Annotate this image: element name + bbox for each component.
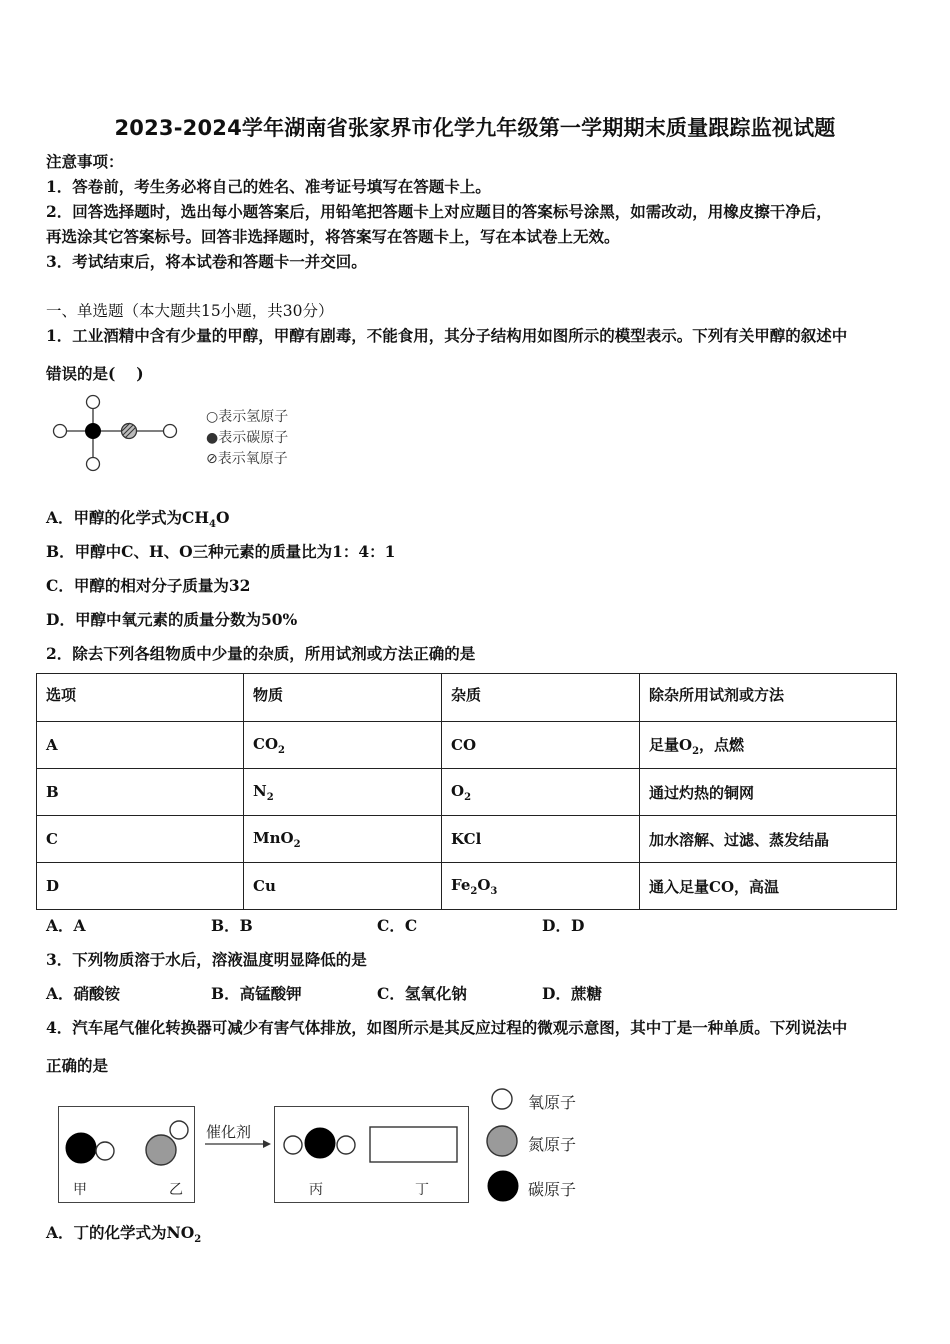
section-heading: 一、单选题（本大题共15小题，共30分） [46, 302, 334, 320]
table-header-row [37, 674, 897, 722]
legend-nitrogen: 氮原子 [528, 1135, 577, 1154]
oxygen-atom-icon [96, 1142, 114, 1160]
table-cell: $O_2$ [442, 769, 640, 816]
table-cell: 加水溶解、过滤、蒸发结晶 [640, 816, 897, 863]
q3-option-a[interactable]: A．硝酸铵 [46, 984, 121, 1003]
products-box [274, 1106, 469, 1203]
q4-stem-cont: 正确的是 [46, 1056, 109, 1075]
table-header: 选项 [37, 674, 244, 722]
page-title: 2023-2024学年湖南省张家界市化学九年级第一学期期末质量跟踪监视试题 [114, 116, 836, 140]
nitrogen-atom-icon [146, 1135, 176, 1165]
legend-carbon: ●表示碳原子 [206, 430, 289, 446]
table-row [37, 769, 897, 816]
q4-stem: 4．汽车尾气催化转换器可减少有害气体排放，如图所示是其反应过程的微观示意图，其中丁是一种单质。下列说法中 [46, 1018, 848, 1037]
notice-item: 2．回答选择题时，选出每小题答案后，用铅笔把答题卡上对应题目的答案标号涂黑，如需改动，用橡皮擦干净后， [46, 202, 832, 221]
hydrogen-atom-icon [164, 425, 177, 438]
q2-option-c[interactable]: C．C [377, 916, 418, 935]
q3-option-c[interactable]: C．氢氧化钠 [377, 984, 467, 1003]
table-cell: 通入足量CO，高温 [640, 863, 897, 910]
q1-stem: 1．工业酒精中含有少量的甲醇，甲醇有剧毒，不能食用，其分子结构用如图所示的模型表示。下列有关甲醇的叙述中 [46, 326, 848, 345]
q3-stem: 3．下列物质溶于水后，溶液温度明显降低的是 [46, 950, 367, 969]
table-cell: $Fe_2O_3$ [442, 863, 640, 910]
notice-item: 1．答卷前，考生务必将自己的姓名、准考证号填写在答题卡上。 [46, 177, 491, 196]
label-ding: 丁 [415, 1182, 429, 1198]
notice-item: 3．考试结束后，将本试卷和答题卡一并交回。 [46, 252, 367, 271]
oxygen-atom-icon [122, 423, 137, 439]
label-yi: 乙 [169, 1182, 183, 1198]
table-cell: $N_2$ [244, 769, 442, 816]
carbon-atom-icon [305, 1128, 335, 1158]
legend-oxygen: ⊘表示氧原子 [206, 451, 288, 467]
label-bing: 丙 [309, 1182, 323, 1198]
table-row [37, 816, 897, 863]
catalyst-label: 催化剂 [206, 1123, 252, 1141]
reaction-legend-icons [484, 1084, 524, 1204]
label-jia: 甲 [73, 1182, 87, 1198]
q1-option-a[interactable]: A．甲醇的化学式为$CH_4O$ [46, 508, 230, 531]
q1-option-b[interactable]: B．甲醇中C、H、O三种元素的质量比为1：4：1 [46, 542, 396, 561]
oxygen-atom-icon [492, 1089, 512, 1109]
legend-oxygen: 氧原子 [528, 1093, 577, 1112]
hydrogen-atom-icon [54, 425, 67, 438]
oxygen-atom-icon [337, 1136, 355, 1154]
q1-option-d[interactable]: D．甲醇中氧元素的质量分数为50% [46, 610, 298, 629]
table-row [37, 863, 897, 910]
table-cell: Cu [244, 863, 442, 910]
legend-carbon: 碳原子 [528, 1180, 577, 1199]
table-row [37, 722, 897, 769]
oxygen-atom-icon [170, 1121, 188, 1139]
q1-option-c[interactable]: C．甲醇的相对分子质量为32 [46, 576, 251, 595]
table-header: 除杂所用试剂或方法 [640, 674, 897, 722]
q4-option-a[interactable]: A．丁的化学式为$NO_2$ [46, 1223, 202, 1246]
q2-stem: 2．除去下列各组物质中少量的杂质，所用试剂或方法正确的是 [46, 644, 476, 663]
table-header: 物质 [244, 674, 442, 722]
q2-option-a[interactable]: A．A [46, 916, 86, 935]
reactants-box [58, 1106, 195, 1203]
carbon-atom-icon [86, 424, 101, 439]
q2-option-b[interactable]: B．B [211, 916, 253, 935]
oxygen-atom-icon [284, 1136, 302, 1154]
q2-option-d[interactable]: D．D [542, 916, 585, 935]
table-cell: CO [442, 722, 640, 769]
table-cell: 通过灼热的铜网 [640, 769, 897, 816]
notice-heading: 注意事项： [46, 152, 124, 171]
reaction-arrow-icon [203, 1137, 273, 1151]
nitrogen-atom-icon [487, 1126, 517, 1156]
carbon-atom-icon [488, 1171, 518, 1201]
table-cell: MnO$_2$ [244, 816, 442, 863]
legend-hydrogen: ○表示氢原子 [206, 409, 289, 425]
table-cell: B [37, 769, 244, 816]
table-cell: C [37, 816, 244, 863]
table-cell: A [37, 722, 244, 769]
q2-table [36, 673, 897, 910]
q3-option-b[interactable]: B．高锰酸钾 [211, 984, 302, 1003]
table-cell: D [37, 863, 244, 910]
table-header: 杂质 [442, 674, 640, 722]
table-cell: KCl [442, 816, 640, 863]
q3-option-d[interactable]: D．蔗糖 [542, 984, 602, 1003]
notice-item: 再选涂其它答案标号。回答非选择题时，将答案写在答题卡上，写在本试卷上无效。 [46, 227, 620, 246]
q1-stem-cont: 错误的是( ) [46, 364, 144, 383]
table-cell: 足量$O_2$，点燃 [640, 722, 897, 769]
methanol-molecule-diagram [48, 392, 188, 474]
hydrogen-atom-icon [87, 396, 100, 409]
hydrogen-atom-icon [87, 458, 100, 471]
table-cell: $CO_2$ [244, 722, 442, 769]
carbon-atom-icon [66, 1133, 96, 1163]
